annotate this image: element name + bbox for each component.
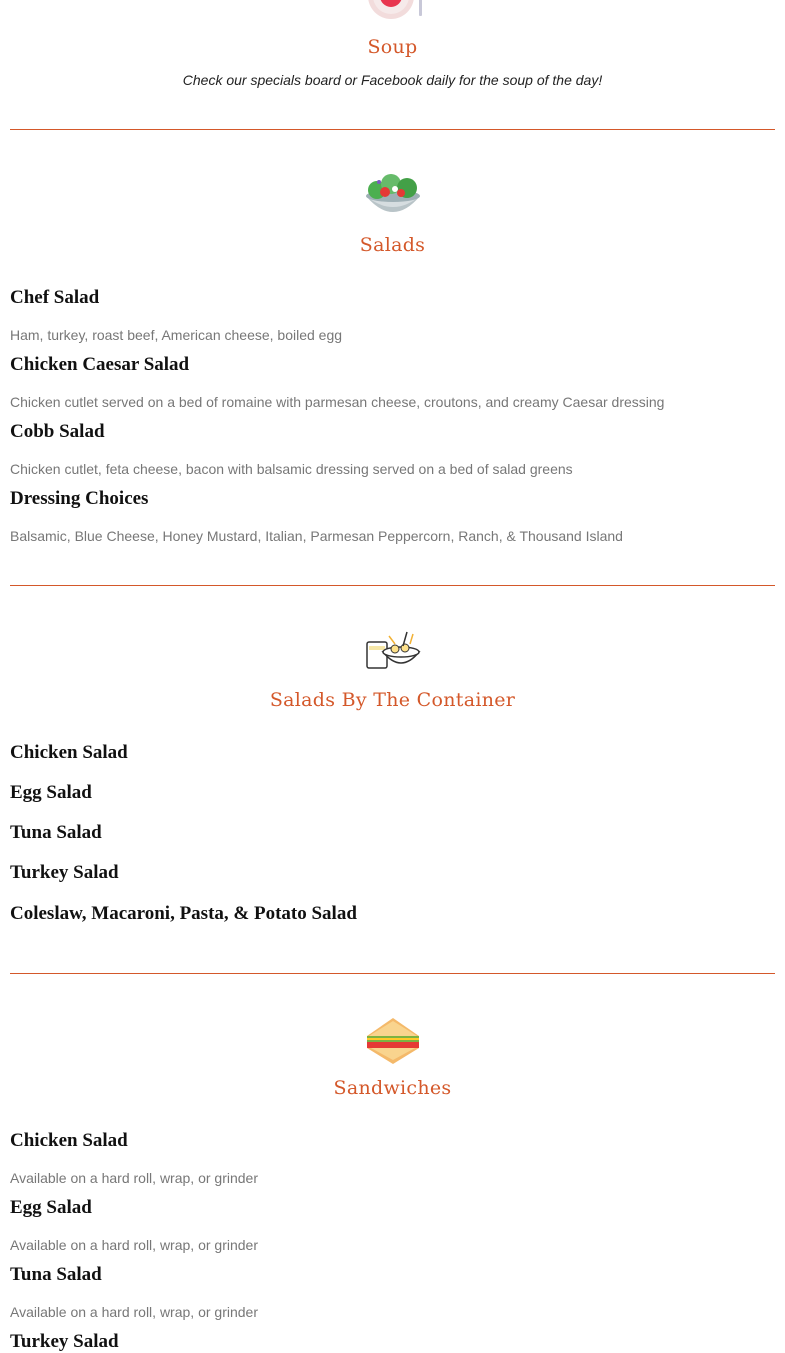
- sandwich-icon-wrap: [0, 1012, 785, 1068]
- menu-item-desc: Chicken cutlet, feta cheese, bacon with balsamic dressing served on a bed of salad greens: [10, 461, 573, 477]
- salad-bowl-icon: [363, 170, 423, 224]
- menu-item-name: Chicken Salad: [10, 1130, 128, 1151]
- divider: [10, 129, 775, 130]
- menu-item-desc: Available on a hard roll, wrap, or grinder: [10, 1304, 258, 1320]
- menu-item-name: Egg Salad: [10, 782, 92, 803]
- takeout-container-icon: [363, 628, 423, 674]
- menu-item-name: Tuna Salad: [10, 822, 102, 843]
- container-icon-wrap: [0, 628, 785, 674]
- menu-item-desc: Balsamic, Blue Cheese, Honey Mustard, Italian, Parmesan Peppercorn, Ranch, & Thousand Island: [10, 528, 623, 544]
- soup-note: Check our specials board or Facebook daily for the soup of the day!: [182, 72, 603, 88]
- menu-item-name: Coleslaw, Macaroni, Pasta, & Potato Salad: [10, 903, 357, 924]
- menu-item-name: Dressing Choices: [10, 488, 149, 509]
- menu-item-name: Chef Salad: [10, 287, 100, 308]
- soup-icon-wrap: [0, 0, 785, 20]
- menu-item-name: Chicken Caesar Salad: [10, 354, 190, 375]
- menu-item-desc: Available on a hard roll, wrap, or grinder: [10, 1170, 258, 1186]
- sandwich-icon: [363, 1012, 423, 1068]
- section-title-salads: Salads: [359, 234, 426, 256]
- divider: [10, 973, 775, 974]
- salads-icon-wrap: [0, 170, 785, 224]
- menu-item-name: Tuna Salad: [10, 1264, 102, 1285]
- menu-item-name: Turkey Salad: [10, 1331, 119, 1352]
- menu-item-name: Cobb Salad: [10, 421, 105, 442]
- menu-item-name: Turkey Salad: [10, 862, 119, 883]
- menu-item-desc: Ham, turkey, roast beef, American cheese, boiled egg: [10, 327, 343, 343]
- menu-item-desc: Chicken cutlet served on a bed of romaine with parmesan cheese, croutons, and creamy Caesar dressing: [10, 394, 665, 410]
- section-title-sandwiches: Sandwiches: [333, 1077, 452, 1099]
- menu-item-name: Chicken Salad: [10, 742, 128, 763]
- section-title-container: Salads By The Container: [269, 689, 516, 711]
- menu-item-name: Egg Salad: [10, 1197, 92, 1218]
- section-title-soup: Soup: [367, 36, 418, 58]
- soup-bowl-icon: [363, 0, 423, 20]
- divider: [10, 585, 775, 586]
- menu-item-desc: Available on a hard roll, wrap, or grinder: [10, 1237, 258, 1253]
